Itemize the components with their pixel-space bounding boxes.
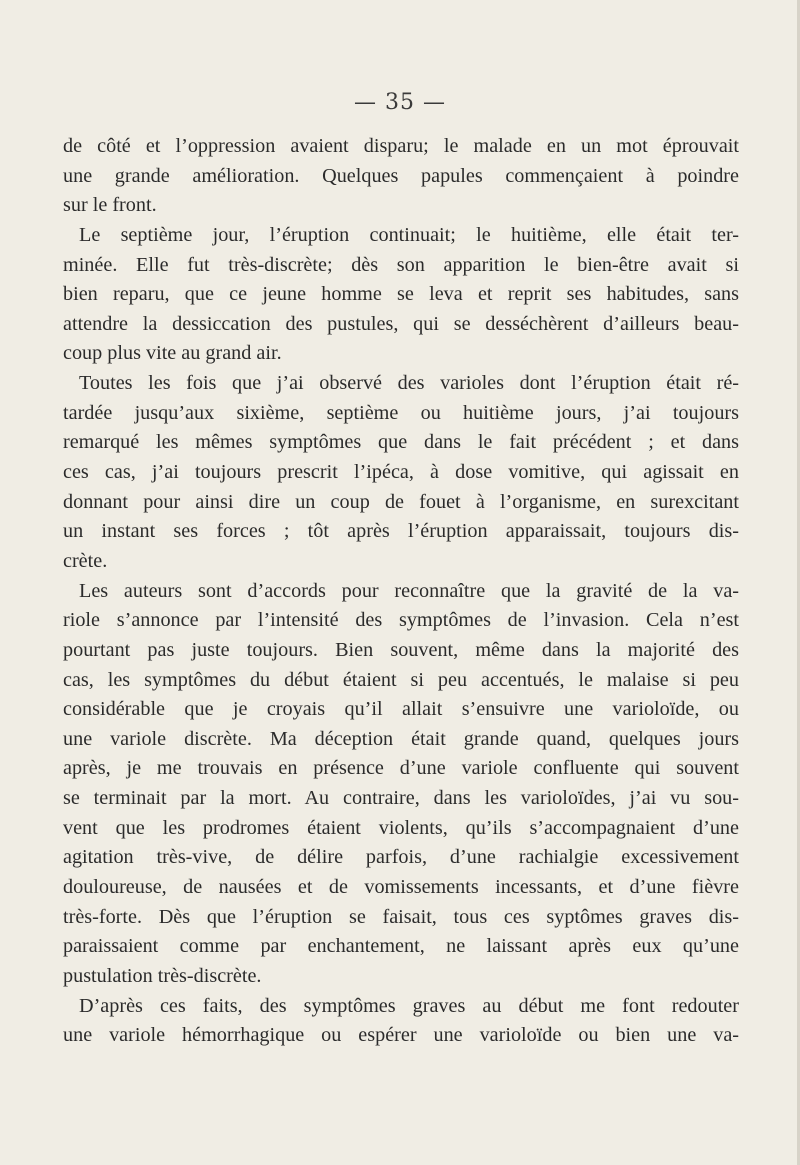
text-line: remarqué les mêmes symptômes que dans le fait précédent ; et dans	[63, 431, 739, 454]
text-line: après, je me trouvais en présence d’une variole confluente qui souvent	[63, 757, 739, 780]
text-line: une variole hémorrhagique ou espérer une varioloïde ou bien une va-	[63, 1024, 739, 1047]
text-line: coup plus vite au grand air.	[63, 342, 282, 365]
page-number: — 35 —	[354, 90, 446, 115]
text-line: ces cas, j’ai toujours prescrit l’ipéca, à dose vomitive, qui agissait en	[63, 461, 739, 484]
text-line: pustulation très-discrète.	[63, 964, 262, 987]
text-line: Le septième jour, l’éruption continuait; le huitième, elle était ter-	[79, 223, 739, 246]
text-line: pourtant pas juste toujours. Bien souvent, même dans la majorité des	[63, 638, 739, 661]
text-line: considérable que je croyais qu’il allait s’ensuivre une varioloïde, ou	[63, 698, 739, 721]
text-line: douloureuse, de nausées et de vomissements incessants, et d’une fièvre	[63, 876, 739, 899]
body-text	[63, 132, 739, 1051]
text-line: agitation très-vive, de délire parfois, d’une rachialgie excessivement	[63, 846, 739, 869]
text-line: vent que les prodromes étaient violents, qu’ils s’accompagnaient d’une	[63, 816, 739, 839]
text-line: minée. Elle fut très-discrète; dès son apparition le bien-être avait si	[63, 253, 739, 276]
text-line: paraissaient comme par enchantement, ne laissant après eux qu’une	[63, 935, 739, 958]
text-line: très-forte. Dès que l’éruption se faisait, tous ces syptômes graves dis-	[63, 905, 739, 928]
text-line: bien reparu, que ce jeune homme se leva et reprit ses habitudes, sans	[63, 283, 739, 306]
text-line: riole s’annonce par l’intensité des symptômes de l’invasion. Cela n’est	[63, 609, 739, 632]
text-line: cas, les symptômes du début étaient si peu accentués, le malaise si peu	[63, 668, 739, 691]
text-line: crète.	[63, 549, 108, 572]
text-line: de côté et l’oppression avaient disparu; le malade en un mot éprouvait	[63, 135, 739, 157]
text-line: Les auteurs sont d’accords pour reconnaître que la gravité de la va-	[79, 579, 739, 602]
text-line: attendre la dessiccation des pustules, qui se desséchèrent d’ailleurs beau-	[63, 312, 739, 335]
text-line: Toutes les fois que j’ai observé des varioles dont l’éruption était ré-	[79, 372, 739, 395]
text-line: se terminait par la mort. Au contraire, dans les varioloïdes, j’ai vu sou-	[63, 787, 739, 810]
text-line: tardée jusqu’aux sixième, septième ou huitième jours, j’ai toujours	[63, 401, 739, 424]
text-line: un instant ses forces ; tôt après l’éruption apparaissait, toujours dis-	[63, 520, 739, 543]
text-line: sur le front.	[63, 194, 157, 217]
text-line: donnant pour ainsi dire un coup de fouet à l’organisme, en surexcitant	[63, 490, 739, 513]
text-line: D’après ces faits, des symptômes graves au début me font redouter	[79, 994, 739, 1017]
text-line: une variole discrète. Ma déception était grande quand, quelques jours	[63, 727, 739, 750]
text-line: une grande amélioration. Quelques papules commençaient à poindre	[63, 164, 739, 187]
